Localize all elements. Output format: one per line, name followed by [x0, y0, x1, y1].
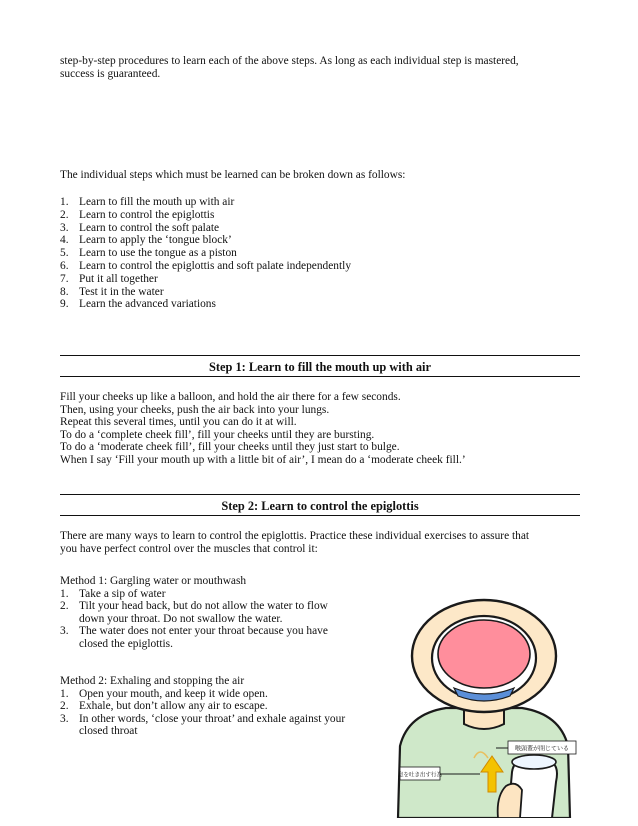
method1-title: Method 1: Gargling water or mouthwash: [60, 575, 247, 587]
steps-list: [60, 196, 351, 311]
step1-heading: Step 1: Learn to fill the mouth up with air: [208, 360, 431, 374]
label-exhale: 息を吐き出す行為: [397, 772, 443, 779]
step2-bottom-rule: [60, 515, 580, 516]
steps-intro: The individual steps which must be learned can be broken down as follows:: [60, 169, 406, 181]
step2-heading: Step 2: Learn to control the epiglottis: [221, 499, 419, 513]
step2-intro: There are many ways to learn to control the epiglottis. Practice these individual exercises to assure that you have perfect control over the muscles that control it:: [60, 530, 530, 555]
list-item: 6. Learn to control the epiglottis and soft palate independently: [60, 259, 352, 272]
step1-body: Fill your cheeks up like a balloon, and hold the air there for a few seconds. Then, using your cheeks, push the air back into your lungs. Repeat this several times, until you can do it at will. To do a ‘complete cheek fill’, fill your cheeks until they are bursting. To do a ‘moderate cheek fill’, fill your cheeks until they just start to bulge. When I say ‘Fill your mouth up with a little bit of air’, I mean do a ‘moderate cheek fill.’: [60, 391, 466, 466]
list-item: 9. Learn the advanced variations: [60, 298, 216, 311]
step1-top-rule: [60, 355, 580, 356]
list-item: 3. Learn to control the soft palate: [60, 221, 220, 234]
list-item: 2. Exhale, but don’t allow any air to escape.: [60, 700, 268, 713]
list-item: 7. Put it all together: [60, 272, 158, 285]
list-item: 4. Learn to apply the ‘tongue block’: [60, 234, 232, 247]
list-item: 3. The water does not enter your throat because you have: [60, 625, 328, 638]
list-item: 8. Test it in the water: [60, 285, 164, 298]
list-item: 5. Learn to use the tongue as a piston: [60, 247, 237, 260]
step1-bottom-rule: [60, 376, 580, 377]
method2-title: Method 2: Exhaling and stopping the air: [60, 675, 245, 687]
open-mouth-illustration: [388, 596, 580, 818]
list-item: 1. Learn to fill the mouth up with air: [60, 196, 235, 208]
intro-line-1: step-by-step procedures to learn each of the above steps. As long as each individual step is mastered,: [60, 55, 519, 67]
list-item: 2. Tilt your head back, but do not allow the water to flow: [60, 600, 328, 613]
method1-block: Method 1: Gargling water or mouthwash 1. Take a sip of water 2. Tilt your head back, but do not allow the water to flow down your throat. Do not swallow the water. 3. The water does not enter your throat because you have closed the epiglottis.: [60, 575, 328, 650]
intro-paragraph: [60, 55, 580, 80]
intro-line-2: success is guaranteed.: [60, 67, 161, 80]
step2-top-rule: [60, 494, 580, 495]
list-item: 1. Open your mouth, and keep it wide open.: [60, 687, 268, 700]
list-item: 3. In other words, ‘close your throat’ and exhale against your: [60, 712, 346, 725]
cup-rim: [512, 755, 556, 769]
list-item: 1. Take a sip of water: [60, 587, 166, 600]
method2-block: Method 2: Exhaling and stopping the air 1. Open your mouth, and keep it wide open. 2. Exhale, but don’t allow any air to escape. 3. In other words, ‘close your throat’ and exhale against your closed throat: [60, 675, 346, 738]
label-epiglottis-closed: 喉頭蓋が閉じている: [514, 745, 570, 753]
mouth-interior: [438, 620, 530, 688]
list-item: 2. Learn to control the epiglottis: [60, 208, 215, 221]
